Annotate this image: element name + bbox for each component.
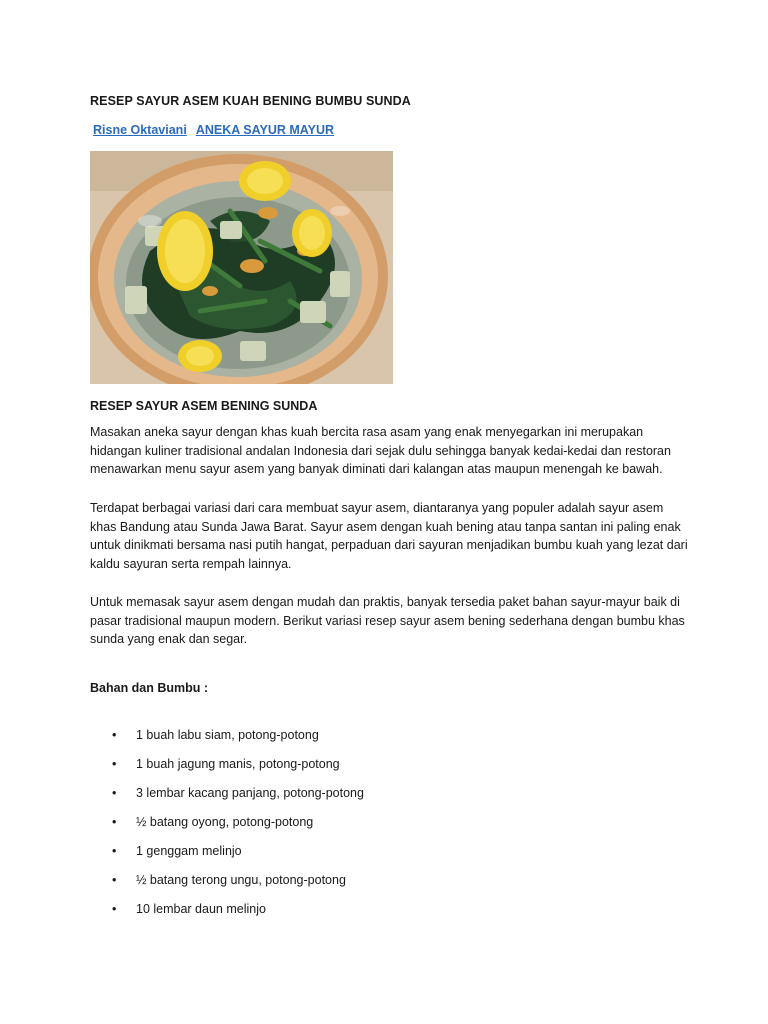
paragraph-how-to: Untuk memasak sayur asem dengan mudah dan praktis, banyak tersedia paket bahan sayur-mayur baik di pasar tradisional maupun modern. Berikut variasi resep sayur asem bening sederhana dengan bumbu khas sunda yang enak dan segar.	[90, 595, 685, 646]
bullet-icon: •	[112, 757, 117, 771]
paragraph-intro: Masakan aneka sayur dengan khas kuah bercita rasa asam yang enak menyegarkan ini merupakan hidangan kuliner tradisional andalan Indonesia dari sejak dulu sehingga banyak kedai-kedai dan restoran menawarkan menu sayur asem yang banyak diminati dari kalangan atas maupun menengah ke bawah.	[90, 425, 671, 476]
ingredient-text: 1 buah jagung manis, potong-potong	[136, 757, 340, 771]
ingredient-text: 1 genggam melinjo	[136, 844, 242, 858]
ingredient-text: 1 buah labu siam, potong-potong	[136, 728, 319, 742]
list-item	[90, 813, 364, 842]
bullet-icon: •	[112, 902, 117, 916]
list-item	[90, 726, 364, 755]
bullet-icon: •	[112, 815, 117, 829]
category-link[interactable]: ANEKA SAYUR MAYUR	[195, 123, 335, 137]
soup-bowl-photo	[90, 151, 393, 384]
paragraph-variations: Terdapat berbagai variasi dari cara membuat sayur asem, diantaranya yang populer adalah sayur asem khas Bandung atau Sunda Jawa Barat. Sayur asem dengan kuah bening atau tanpa santan ini paling enak untuk dinikmati bersama nasi putih hangat, perpaduan dari sayuran menjadikan bumbu kuah yang lezat dari kaldu sayuran serta rempah lainnya.	[90, 501, 688, 571]
meta-links	[93, 123, 340, 137]
ingredients-heading: Bahan dan Bumbu :	[90, 681, 209, 695]
list-item	[90, 842, 364, 871]
ingredient-text: ½ batang oyong, potong-potong	[136, 815, 314, 829]
section-title: RESEP SAYUR ASEM BENING SUNDA	[90, 399, 318, 413]
ingredient-text: ½ batang terong ungu, potong-potong	[136, 873, 346, 887]
list-item	[90, 871, 364, 900]
bullet-icon: •	[112, 728, 117, 742]
ingredient-text: 3 lembar kacang panjang, potong-potong	[136, 786, 364, 800]
list-item	[90, 900, 364, 929]
ingredient-text: 10 lembar daun melinjo	[136, 902, 266, 916]
soup-bowl-illustration	[90, 151, 393, 384]
document-title: RESEP SAYUR ASEM KUAH BENING BUMBU SUNDA	[90, 94, 411, 108]
ingredients-list	[90, 726, 364, 929]
bullet-icon: •	[112, 786, 117, 800]
bullet-icon: •	[112, 873, 117, 887]
bullet-icon: •	[112, 844, 117, 858]
list-item	[90, 784, 364, 813]
author-link[interactable]: Risne Oktaviani	[93, 123, 187, 137]
list-item	[90, 755, 364, 784]
